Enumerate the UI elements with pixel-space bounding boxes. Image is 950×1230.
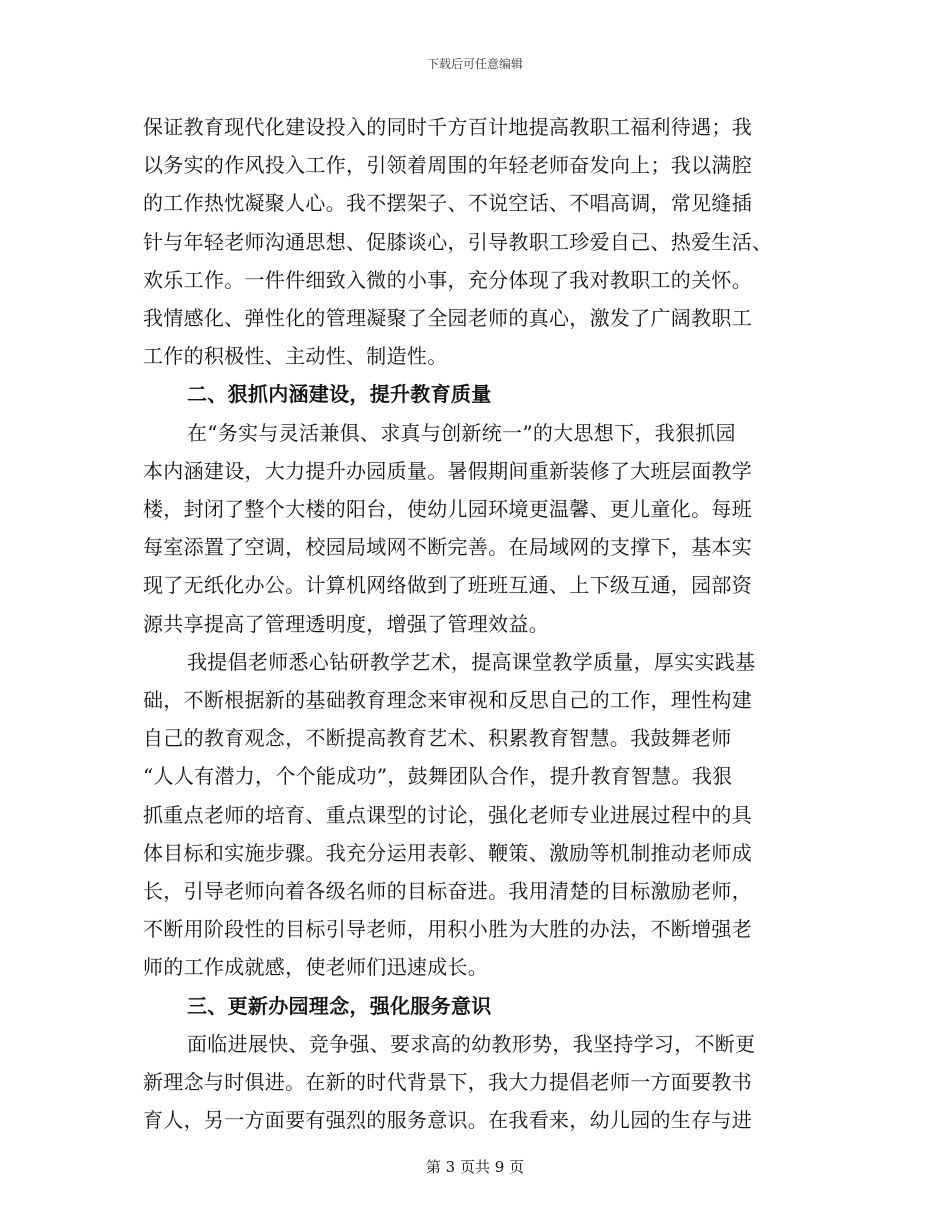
text-line: “人人有潜力，个个能成功”，鼓舞团队合作，提升教育智慧。我狠 xyxy=(143,764,733,789)
text-line: 楼，封闭了整个大楼的阳台，使幼儿园环境更温馨、更儿童化。每班 xyxy=(143,497,752,522)
text-line: 体目标和实施步骤。我充分运用表彰、鞭策、激励等机制推动老师成 xyxy=(143,840,752,865)
text-line: 育人，另一方面要有强烈的服务意识。在我看来，幼儿园的生存与进 xyxy=(143,1108,752,1133)
document-body xyxy=(143,108,811,1139)
text-line: 抓重点老师的培育、重点课型的讨论，强化老师专业进展过程中的具 xyxy=(143,802,752,827)
text-line: 我提倡老师悉心钻研教学艺术，提高课堂教学质量，厚实实践基 xyxy=(187,649,756,674)
text-line: 面临进展快、竞争强、要求高的幼教形势，我坚持学习，不断更 xyxy=(187,1031,756,1056)
text-line: 每室添置了空调，校园局域网不断完善。在局域网的支撑下，基本实 xyxy=(143,535,752,560)
text-line: 欢乐工作。一件件细致入微的小事，充分体现了我对教职工的关怀。 xyxy=(143,267,752,292)
text-line: 师的工作成就感，使老师们迅速成长。 xyxy=(143,955,489,980)
text-line: 的工作热忱凝聚人心。我不摆架子、不说空话、不唱高调，常见缝插 xyxy=(143,191,752,216)
paragraph-1 xyxy=(143,108,811,375)
text-line: 我情感化、弹性化的管理凝聚了全园老师的真心，激发了广阔教职工 xyxy=(143,306,752,331)
text-line: 新理念与时俱进。在新的时代背景下，我大力提倡老师一方面要教书 xyxy=(143,1070,752,1095)
text-line: 本内涵建设，大力提升办园质量。暑假期间重新装修了大班层面教学 xyxy=(143,458,752,483)
page-number: 第 3 页共 9 页 xyxy=(425,1158,525,1176)
text-line: 针与年轻老师沟通思想、促膝谈心，引导教职工珍爱自己、热爱生活、 xyxy=(143,229,773,254)
section-heading-3 xyxy=(143,987,811,1025)
text-line: 自己的教育观念，不断提高教育艺术、积累教育智慧。我鼓舞老师 xyxy=(143,726,732,751)
text-line: 不断用阶段性的目标引导老师，用积小胜为大胜的办法，不断增强老 xyxy=(143,917,752,942)
text-line: 在“务实与灵活兼俱、求真与创新统一”的大思想下，我狠抓园 xyxy=(187,420,736,445)
paragraph-4 xyxy=(143,1025,811,1140)
text-line: 长，引导老师向着各级名师的目标奋进。我用清楚的目标激励老师， xyxy=(143,879,752,904)
heading-text: 二、狠抓内涵建设，提升教育质量 xyxy=(187,382,492,407)
text-line: 源共享提高了管理透明度，增强了管理效益。 xyxy=(143,611,549,636)
text-line: 保证教育现代化建设投入的同时千方百计地提高教职工福利待遇；我 xyxy=(143,115,752,139)
text-line: 工作的积极性、主动性、制造性。 xyxy=(143,344,448,369)
text-line: 以务实的作风投入工作，引领着周围的年轻老师奋发向上；我以满腔 xyxy=(143,153,752,178)
paragraph-3 xyxy=(143,643,811,987)
heading-text: 三、更新办园理念，强化服务意识 xyxy=(187,993,492,1018)
text-line: 现了无纸化办公。计算机网络做到了班班互通、上下级互通，园部资 xyxy=(143,573,752,598)
paragraph-2 xyxy=(143,414,811,643)
section-heading-2 xyxy=(143,375,811,413)
page-header-note: 下载后可任意编辑 xyxy=(426,57,523,71)
text-line: 础，不断根据新的基础教育理念来审视和反思自己的工作，理性构建 xyxy=(143,688,752,713)
